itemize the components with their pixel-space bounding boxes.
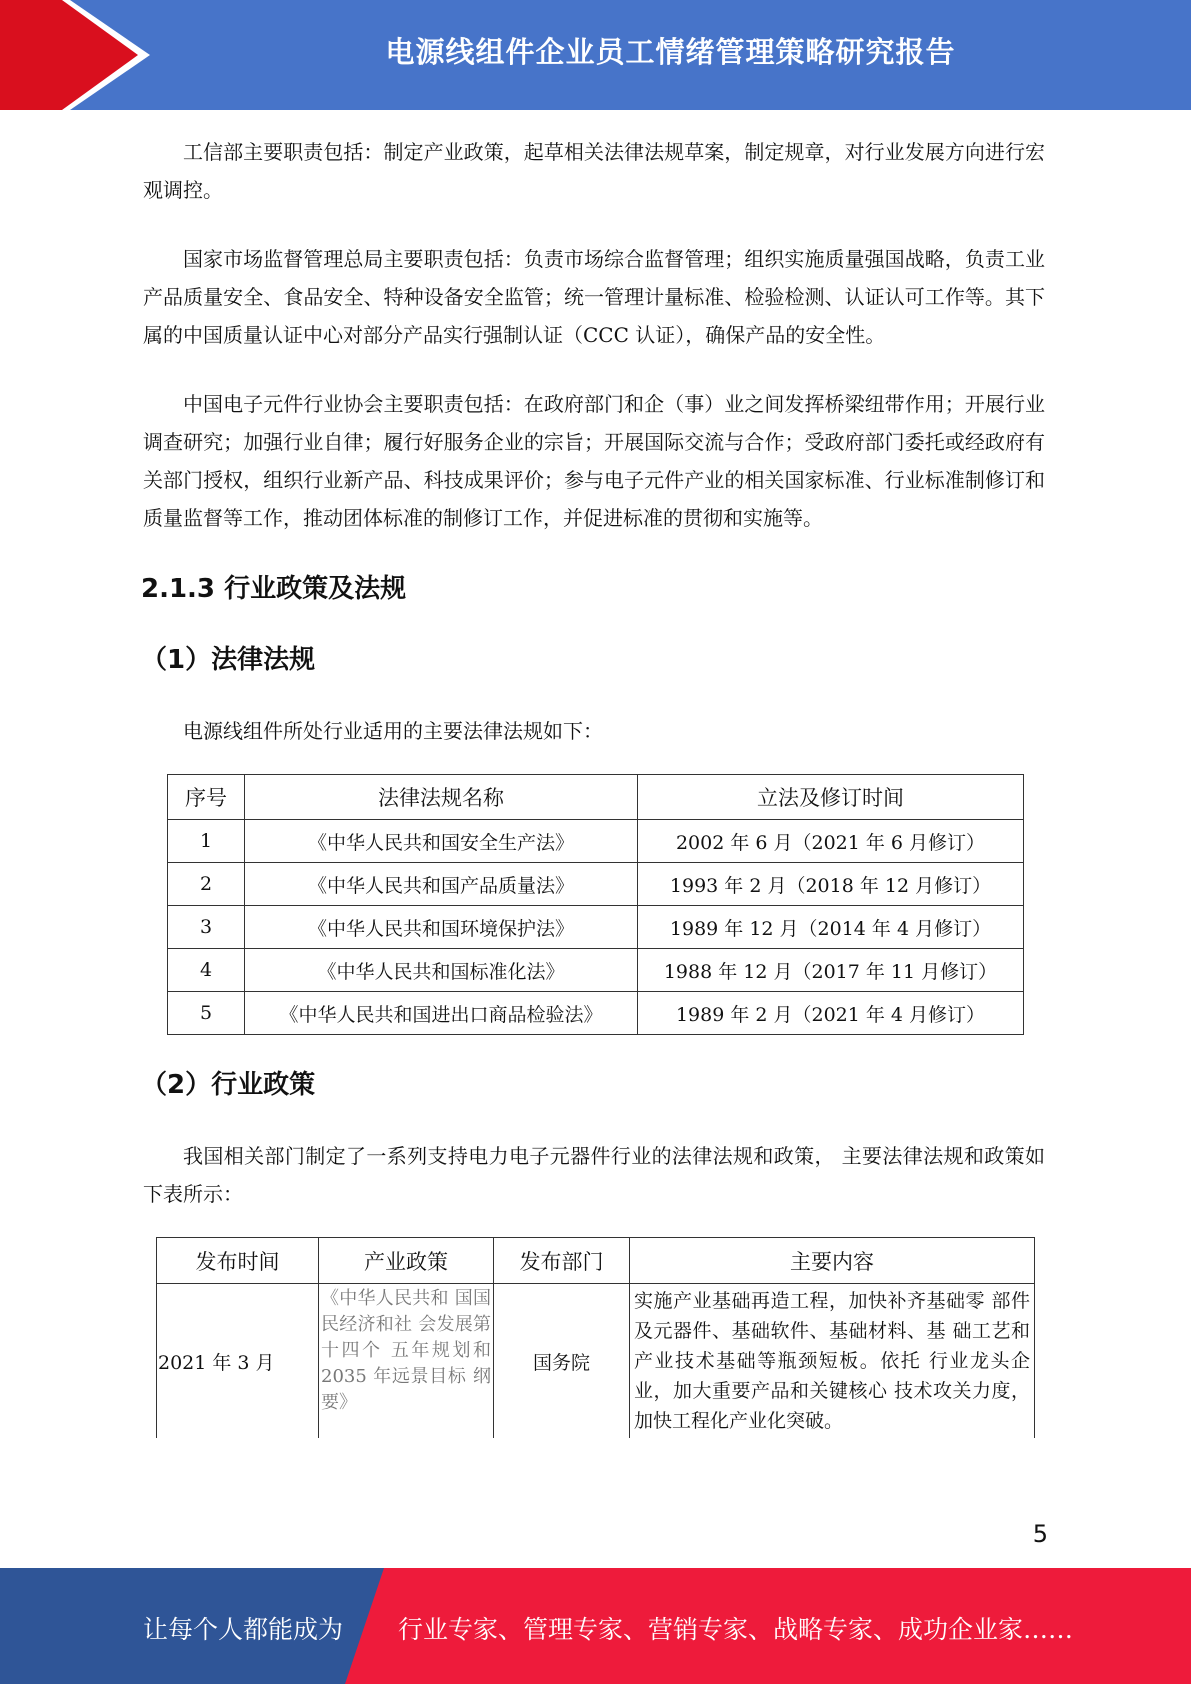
table-cell-content: 实施产业基础再造工程，加快补齐基础零 部件及元器件、基础软件、基础材料、基 础工艺和产业技术基础等瓶颈短板。依托 行业龙头企业，加大重要产品和关键核心 技术攻关力度，加快工程化产业化突破。 xyxy=(630,1284,1035,1439)
paragraph-text: 国家市场监督管理总局主要职责包括：负责市场综合监督管理；组织实施质量强国战略，负责工业产品质量安全、食品安全、特种设备安全监管；统一管理计量标准、检验检测、认证认可工作等。其下属的中国质量认证中心对部分产品实行强制认证（CCC 认证），确保产品的安全性。 xyxy=(143,247,1045,347)
table-cell: 2002 年 6 月（2021 年 6 月修订） xyxy=(638,820,1024,863)
subsection-title-policy: （2）行业政策 xyxy=(141,1070,316,1100)
header-title: 电源线组件企业员工情绪管理策略研究报告 xyxy=(385,35,956,69)
page-footer xyxy=(0,1568,1191,1684)
page-header xyxy=(0,0,1191,110)
table-row xyxy=(168,949,1024,992)
table-row xyxy=(168,863,1024,906)
paragraph-text: 中国电子元件行业协会主要职责包括：在政府部门和企（事）业之间发挥桥梁纽带作用；开展行业调查研究；加强行业自律；履行好服务企业的宗旨；开展国际交流与合作；受政府部门委托或经政府有关部门授权，组织行业新产品、科技成果评价；参与电子元件产业的相关国家标准、行业标准制修订和质量监督等工作，推动团体标准的制修订工作，并促进标准的贯彻和实施等。 xyxy=(143,392,1045,530)
table-cell: 《中华人民共和国产品质量法》 xyxy=(245,863,638,906)
table-header-cell: 发布时间 xyxy=(157,1238,319,1284)
table-cell: 《中华人民共和国标准化法》 xyxy=(245,949,638,992)
laws-intro xyxy=(143,712,1045,750)
footer-slogan-left: 让每个人都能成为 xyxy=(143,1615,344,1644)
table-cell: 《中华人民共和国进出口商品检验法》 xyxy=(245,992,638,1035)
table-cell: 1988 年 12 月（2017 年 11 月修订） xyxy=(638,949,1024,992)
paragraph-market-regulation xyxy=(143,240,1045,354)
table-row xyxy=(168,992,1024,1035)
table-cell: 1989 年 12 月（2014 年 4 月修订） xyxy=(638,906,1024,949)
table-cell: 《中华人民共和国安全生产法》 xyxy=(245,820,638,863)
table-header-cell: 法律法规名称 xyxy=(245,775,638,820)
table-header-cell: 序号 xyxy=(168,775,245,820)
table-cell: 《中华人民共和国环境保护法》 xyxy=(245,906,638,949)
subsection-title-laws: （1）法律法规 xyxy=(141,645,316,675)
table-header-row xyxy=(168,775,1024,820)
table-row xyxy=(157,1284,1035,1439)
paragraph-text: 电源线组件所处行业适用的主要法律法规如下： xyxy=(183,719,603,743)
table-cell: 1993 年 2 月（2018 年 12 月修订） xyxy=(638,863,1024,906)
table-header-cell: 产业政策 xyxy=(319,1238,494,1284)
table-header-cell: 发布部门 xyxy=(494,1238,630,1284)
header-arrow-graphic xyxy=(0,0,160,110)
table-cell: 3 xyxy=(168,906,245,949)
paragraph-text: 工信部主要职责包括：制定产业政策，起草相关法律法规草案，制定规章，对行业发展方向进行宏观调控。 xyxy=(143,140,1045,202)
table-cell: 2 xyxy=(168,863,245,906)
paragraph-ministry xyxy=(143,133,1045,209)
paragraph-text: 我国相关部门制定了一系列支持电力电子元器件行业的法律法规和政策， 主要法律法规和政策如下表所示： xyxy=(143,1144,1045,1206)
table-row xyxy=(168,906,1024,949)
policy-table xyxy=(156,1237,1035,1438)
table-cell: 1989 年 2 月（2021 年 4 月修订） xyxy=(638,992,1024,1035)
table-row xyxy=(168,820,1024,863)
table-header-cell: 立法及修订时间 xyxy=(638,775,1024,820)
table-cell-date: 2021 年 3 月 xyxy=(157,1284,319,1439)
table-header-cell: 主要内容 xyxy=(630,1238,1035,1284)
table-header-row xyxy=(157,1238,1035,1284)
footer-slogan-right: 行业专家、管理专家、营销专家、战略专家、成功企业家…… xyxy=(398,1615,1074,1644)
table-cell-policy: 《中华人民共和 国国民经济和社 会发展第十四个 五年规划和 2035 年远景目标 纲要》 xyxy=(319,1284,494,1439)
table-cell: 1 xyxy=(168,820,245,863)
section-title: 2.1.3 行业政策及法规 xyxy=(141,574,407,604)
policy-intro xyxy=(143,1137,1045,1213)
table-cell-dept: 国务院 xyxy=(494,1284,630,1439)
page-number: 5 xyxy=(1032,1520,1048,1548)
table-cell: 5 xyxy=(168,992,245,1035)
laws-table xyxy=(167,774,1024,1035)
paragraph-association xyxy=(143,385,1045,537)
table-cell: 4 xyxy=(168,949,245,992)
